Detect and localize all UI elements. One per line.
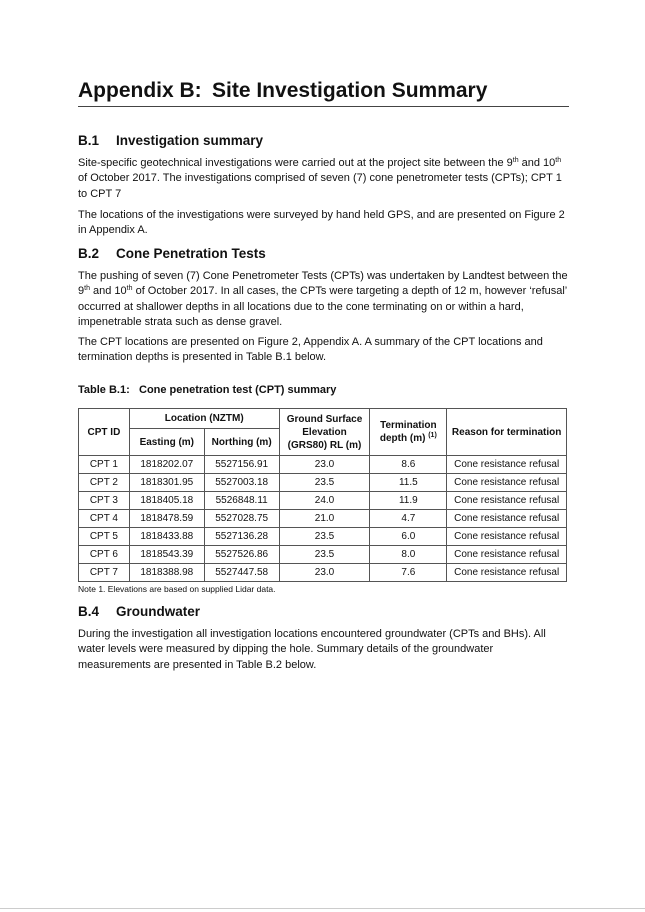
table-note: Note 1. Elevations are based on supplied Lidar data. bbox=[78, 584, 276, 594]
cell-depth: 8.0 bbox=[370, 546, 447, 564]
cell-elevation: 24.0 bbox=[279, 492, 370, 510]
cell-reason: Cone resistance refusal bbox=[447, 510, 567, 528]
cell-northing: 5527003.18 bbox=[204, 474, 279, 492]
cell-cpt-id: CPT 7 bbox=[79, 564, 130, 582]
header-cpt-id: CPT ID bbox=[79, 409, 130, 456]
cell-easting: 1818202.07 bbox=[129, 456, 204, 474]
cell-depth: 11.5 bbox=[370, 474, 447, 492]
cell-cpt-id: CPT 6 bbox=[79, 546, 130, 564]
cell-depth: 8.6 bbox=[370, 456, 447, 474]
cpt-summary-table bbox=[78, 408, 567, 582]
cell-elevation: 23.5 bbox=[279, 474, 370, 492]
section-title: Groundwater bbox=[116, 604, 201, 619]
b1-paragraph-1: Site-specific geotechnical investigations were carried out at the project site between the 9th and 10th of October 2017. The investigations comprised of seven (7) cone penetrometer tests (CPTs); CPT 1 to CPT 7 bbox=[78, 157, 562, 200]
cell-elevation: 23.0 bbox=[279, 456, 370, 474]
cell-depth: 4.7 bbox=[370, 510, 447, 528]
section-number: B.4 bbox=[78, 604, 100, 619]
cell-depth: 7.6 bbox=[370, 564, 447, 582]
cell-northing: 5526848.11 bbox=[204, 492, 279, 510]
table-title: Cone penetration test (CPT) summary bbox=[139, 384, 337, 396]
appendix-number: Appendix B: bbox=[78, 79, 202, 102]
header-northing: Northing (m) bbox=[204, 429, 279, 456]
cell-reason: Cone resistance refusal bbox=[447, 546, 567, 564]
section-b1-heading bbox=[78, 132, 263, 150]
cell-easting: 1818433.88 bbox=[129, 528, 204, 546]
table-row bbox=[79, 492, 567, 510]
section-b4-heading bbox=[78, 603, 200, 621]
table-row bbox=[79, 546, 567, 564]
cell-easting: 1818543.39 bbox=[129, 546, 204, 564]
table-row bbox=[79, 528, 567, 546]
table-row bbox=[79, 474, 567, 492]
header-termination: Termination depth (m) $^{(1)}$ bbox=[370, 409, 447, 456]
table-caption bbox=[78, 384, 336, 396]
header-location: Location (NZTM) bbox=[129, 409, 279, 429]
cell-reason: Cone resistance refusal bbox=[447, 564, 567, 582]
cell-easting: 1818388.98 bbox=[129, 564, 204, 582]
section-number: B.1 bbox=[78, 133, 100, 148]
cell-cpt-id: CPT 2 bbox=[79, 474, 130, 492]
cell-reason: Cone resistance refusal bbox=[447, 492, 567, 510]
cell-cpt-id: CPT 3 bbox=[79, 492, 130, 510]
cell-cpt-id: CPT 1 bbox=[79, 456, 130, 474]
b2-paragraph-1: The pushing of seven (7) Cone Penetrometer Tests (CPTs) was undertaken by Landtest between the 9th and 10th of October 2017. In all cases, the CPTs were targeting a depth of 12 m, however ‘refusal’ occurred at shallower depths in all locations due to the cone terminating on or within a hard, impenetrable strata such as dense gravel. bbox=[78, 270, 568, 328]
cell-elevation: 23.5 bbox=[279, 528, 370, 546]
table-row bbox=[79, 564, 567, 582]
b1-paragraph-2: The locations of the investigations were surveyed by hand held GPS, and are presented on Figure 2 in Appendix A. bbox=[78, 209, 565, 237]
cell-northing: 5527028.75 bbox=[204, 510, 279, 528]
header-reason: Reason for termination bbox=[447, 409, 567, 456]
cell-reason: Cone resistance refusal bbox=[447, 456, 567, 474]
header-easting: Easting (m) bbox=[129, 429, 204, 456]
cell-reason: Cone resistance refusal bbox=[447, 528, 567, 546]
cell-easting: 1818301.95 bbox=[129, 474, 204, 492]
cell-northing: 5527156.91 bbox=[204, 456, 279, 474]
section-title: Investigation summary bbox=[116, 133, 264, 148]
b4-paragraph-1: During the investigation all investigation locations encountered groundwater (CPTs and BHs). All water levels were measured by dipping the hole. Summary details of the groundwater measurements are presented in Table B.2 below. bbox=[78, 628, 546, 671]
cell-cpt-id: CPT 4 bbox=[79, 510, 130, 528]
section-b2-heading bbox=[78, 245, 266, 263]
cell-northing: 5527447.58 bbox=[204, 564, 279, 582]
cell-depth: 6.0 bbox=[370, 528, 447, 546]
page-bottom-rule bbox=[0, 908, 645, 909]
section-title: Cone Penetration Tests bbox=[116, 246, 266, 261]
b2-paragraph-2: The CPT locations are presented on Figure 2, Appendix A. A summary of the CPT locations and termination depths is presented in Table B.1 below. bbox=[78, 336, 543, 364]
cell-elevation: 23.5 bbox=[279, 546, 370, 564]
cell-depth: 11.9 bbox=[370, 492, 447, 510]
appendix-title bbox=[78, 78, 569, 107]
cell-cpt-id: CPT 5 bbox=[79, 528, 130, 546]
cell-northing: 5527136.28 bbox=[204, 528, 279, 546]
section-number: B.2 bbox=[78, 246, 100, 261]
header-elevation: Ground Surface Elevation (GRS80) RL (m) bbox=[279, 409, 370, 456]
cell-easting: 1818405.18 bbox=[129, 492, 204, 510]
table-row bbox=[79, 510, 567, 528]
cell-northing: 5527526.86 bbox=[204, 546, 279, 564]
table-row bbox=[79, 456, 567, 474]
cell-elevation: 21.0 bbox=[279, 510, 370, 528]
cell-easting: 1818478.59 bbox=[129, 510, 204, 528]
cell-reason: Cone resistance refusal bbox=[447, 474, 567, 492]
appendix-heading: Site Investigation Summary bbox=[212, 79, 488, 102]
table-number: Table B.1: bbox=[78, 384, 130, 396]
cell-elevation: 23.0 bbox=[279, 564, 370, 582]
